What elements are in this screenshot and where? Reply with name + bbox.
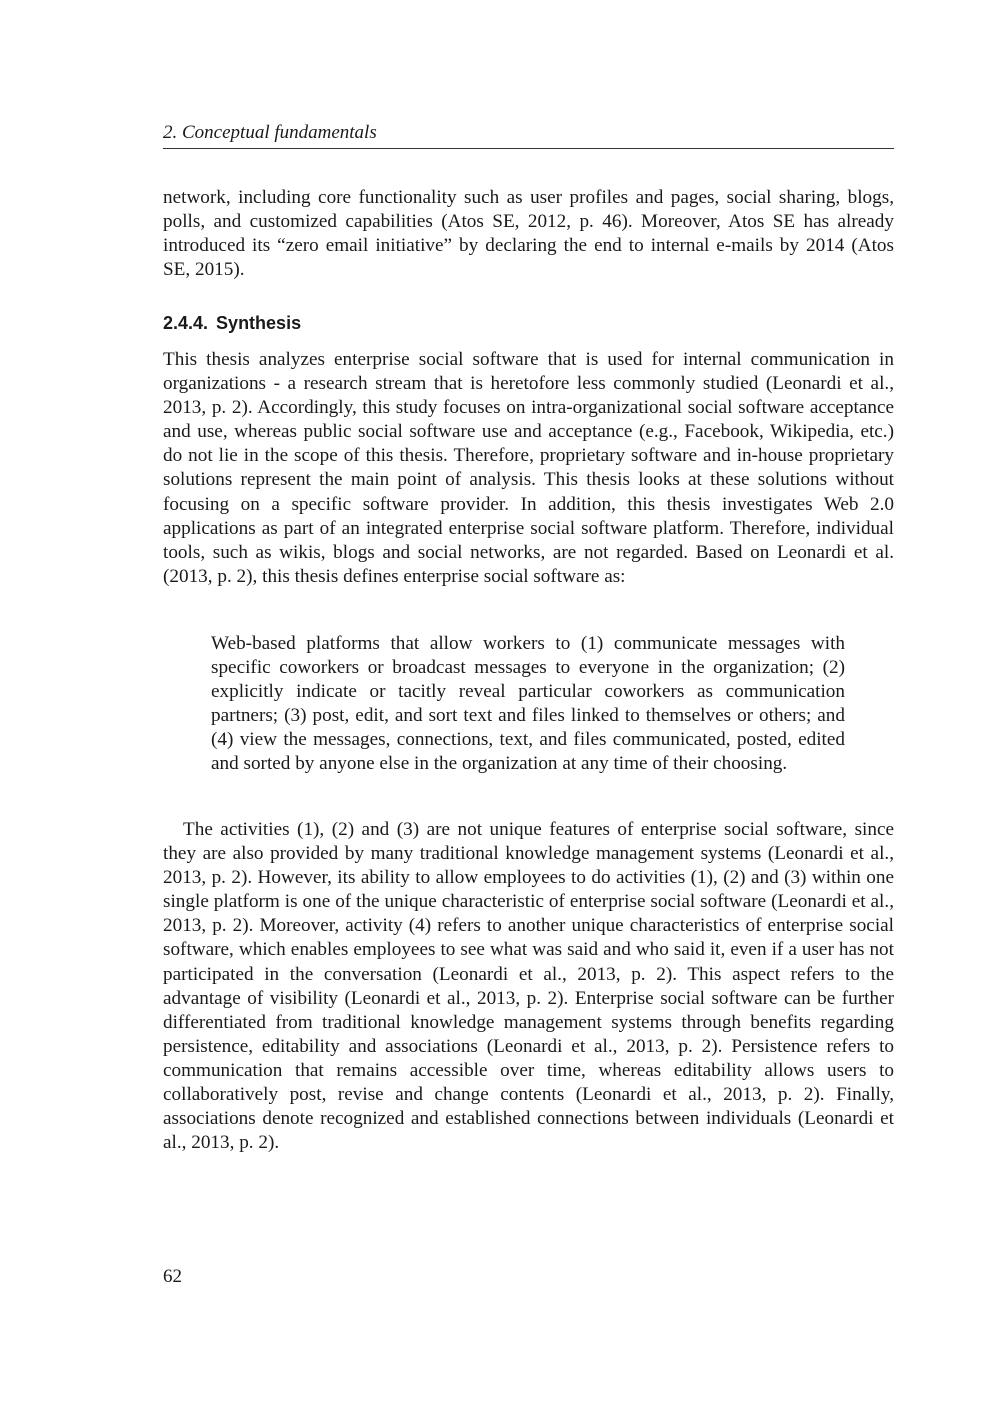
section-title: Synthesis — [216, 313, 302, 333]
definition-quote: Web-based platforms that allow workers to (1) communicate messages with specific coworkers or broadcast messages to everyone in the organization; (2) explicitly indicate or tacitly reveal particular coworkers as communication partners; (3) post, edit, and sort text and files linked to themselves or others; and (4) view the messages, connections, text, and files communicated, posted, edited and sorted by anyone else in the organization at any time of their choosing. — [211, 633, 845, 775]
page-number: 62 — [163, 1266, 182, 1287]
running-header — [163, 120, 894, 149]
section-number: 2.4.4. — [163, 313, 209, 333]
paragraph-activities: The activities (1), (2) and (3) are not unique features of enterprise social software, since they are also provided by many traditional knowledge management systems (Leonardi et al., 2013, p. 2). However, its ability to allow employees to do activities (1), (2) and (3) within one single platform is one of the unique characteristic of enterprise social software (Leonardi et al., 2013, p. 2). Moreover, activity (4) refers to another unique characteristics of enterprise social software, which enables employees to see what was said and who said it, even if a user has not participated in the conversation (Leonardi et al., 2013, p. 2). This aspect refers to the advantage of visibility (Leonardi et al., 2013, p. 2). Enterprise social software can be further differentiated from traditional knowledge management systems through benefits regarding persistence, editability and associations (Leonardi et al., 2013, p. 2). Persistence refers to communication that remains accessible over time, whereas editability allows users to collaboratively post, revise and change contents (Leonardi et al., 2013, p. 2). Finally, associations denote recognized and established connections between individuals (Leonardi et al., 2013, p. 2). — [163, 819, 894, 1154]
paragraph-continuation: network, including core functionality such as user profiles and pages, social sharing, blogs, polls, and customized capabilities (Atos SE, 2012, p. 46). Moreover, Atos SE has already introduced its “zero email initiative” by declaring the end to internal e-mails by 2014 (Atos SE, 2015). — [163, 187, 894, 281]
paragraph-scope: This thesis analyzes enterprise social software that is used for internal communication in organizations - a research stream that is heretofore less commonly studied (Leonardi et al., 2013, p. 2). Accordingly, this study focuses on intra-organizational social software acceptance and use, whereas public social software use and acceptance (e.g., Facebook, Wikipedia, etc.) do not lie in the scope of this thesis. Therefore, proprietary software and in-house proprietary solutions represent the main point of analysis. This thesis looks at these solutions without focusing on a specific software provider. In addition, this thesis investigates Web 2.0 applications as part of an integrated enterprise social software platform. Therefore, individual tools, such as wikis, blogs and social networks, are not regarded. Based on Leonardi et al. (2013, p. 2), this thesis defines enterprise social software as: — [163, 349, 894, 587]
running-header-title: 2. Conceptual fundamentals — [163, 122, 377, 143]
section-heading — [163, 311, 301, 335]
